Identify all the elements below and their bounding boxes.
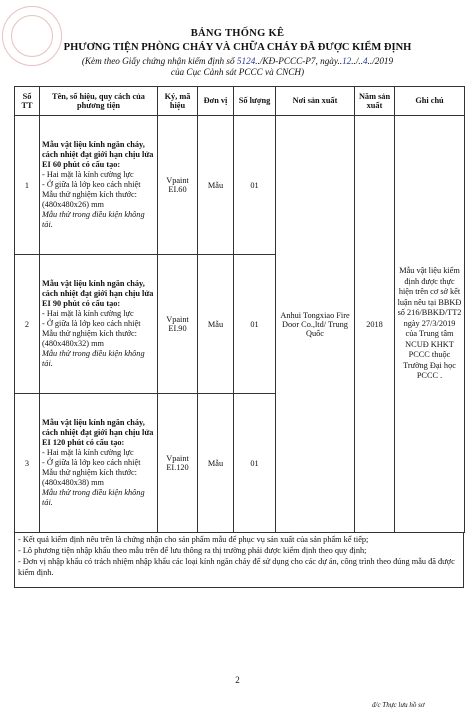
document-subtitle: (Kèm theo Giấy chứng nhận kiểm định số 5124../KĐ-PCCC-P7, ngày..12../..4../2019 của Cục Cảnh sát PCCC và CNCH)	[81, 56, 394, 77]
handwritten-day: 12	[342, 56, 352, 66]
row-unit: Mẫu	[198, 255, 234, 394]
row-code: Vpaint EI.120	[158, 394, 198, 533]
row-unit: Mẫu	[198, 116, 234, 255]
header-stt: Số TT	[15, 87, 40, 116]
header-name: Tên, số hiệu, quy cách của phương tiện	[40, 87, 158, 116]
footer-note-2: - Lô phương tiện nhập khẩu theo mẫu trên để lưu thông ra thị trường phải được kiểm định theo quy định;	[18, 546, 367, 555]
row-qty: 01	[234, 255, 276, 394]
table-row	[15, 116, 465, 255]
note-cell: Mẫu vật liệu kiểm định được thực hiện trên cơ sở kết luận nêu tại BBKĐ số 216/BBKĐ/TT2 ngày 27/3/2019 của Trung tâm NCUĐ KHKT PCCC thuộc Trường Đại học PCCC .	[395, 116, 465, 533]
footer-note-1: - Kết quả kiểm định nêu trên là chứng nhận cho sản phẩm mẫu để phục vụ sản xuất của sản phẩm kể tiếp;	[18, 535, 369, 544]
header-origin: Nơi sản xuất	[276, 87, 355, 116]
stored-note: đ/c Thực lưu hồ sơ	[372, 701, 425, 709]
row-code: Vpaint EI.60	[158, 116, 198, 255]
handwritten-month: 4	[363, 56, 368, 66]
origin-cell: Anhui Tongxiao Fire Door Co.,ltd/ Trung Quốc	[276, 116, 355, 533]
header-code: Ký, mã hiệu	[158, 87, 198, 116]
handwritten-number: 5124	[236, 56, 256, 66]
row-qty: 01	[234, 116, 276, 255]
header-year: Năm sản xuất	[355, 87, 395, 116]
header-note: Ghi chú	[395, 87, 465, 116]
row-unit: Mẫu	[198, 394, 234, 533]
row-stt: 2	[15, 255, 40, 394]
inspection-table	[14, 86, 465, 533]
row-name: Mẫu vật liệu kính ngăn cháy, cách nhiệt đạt giới hạn chịu lửa EI 60 phút có cấu tạo: - Hai mặt là kính cường lực - Ở giữa là lớp keo cách nhiệt Mẫu thử nghiệm kích thước: (480x480x26) mm Mẫu thử trong điều kiện không tải.	[40, 116, 158, 255]
document-title: BẢNG THỐNG KÊ	[190, 28, 285, 39]
page-number: 2	[235, 675, 240, 685]
row-name: Mẫu vật liệu kính ngăn cháy, cách nhiệt đạt giới hạn chịu lửa EI 90 phút có cấu tạo: - Hai mặt là kính cường lực - Ở giữa là lớp keo cách nhiệt Mẫu thử nghiệm kích thước: (480x480x32) mm Mẫu thử trong điều kiện không tải.	[40, 255, 158, 394]
year-cell: 2018	[355, 116, 395, 533]
header-unit: Đơn vị	[198, 87, 234, 116]
table-header-row	[15, 87, 465, 116]
footer-notes	[14, 532, 464, 588]
header-qty: Số lượng	[234, 87, 276, 116]
document-heading: PHƯƠNG TIỆN PHÒNG CHÁY VÀ CHỮA CHÁY ĐÃ ĐƯỢC KIỂM ĐỊNH	[63, 42, 412, 53]
row-stt: 3	[15, 394, 40, 533]
footer-note-3: - Đơn vị nhập khẩu có trách nhiệm nhập khẩu các loại kính ngăn cháy để sử dụng cho các dự án, công trình theo đúng mẫu đã được kiểm định.	[18, 557, 455, 577]
row-name: Mẫu vật liệu kính ngăn cháy, cách nhiệt đạt giới hạn chịu lửa EI 120 phút có cấu tạo: - Hai mặt là kính cường lực - Ở giữa là lớp keo cách nhiệt Mẫu thử nghiệm kích thước: (480x480x38) mm Mẫu thử trong điều kiện không tải.	[40, 394, 158, 533]
row-qty: 01	[234, 394, 276, 533]
row-code: Vpaint EI.90	[158, 255, 198, 394]
row-stt: 1	[15, 116, 40, 255]
